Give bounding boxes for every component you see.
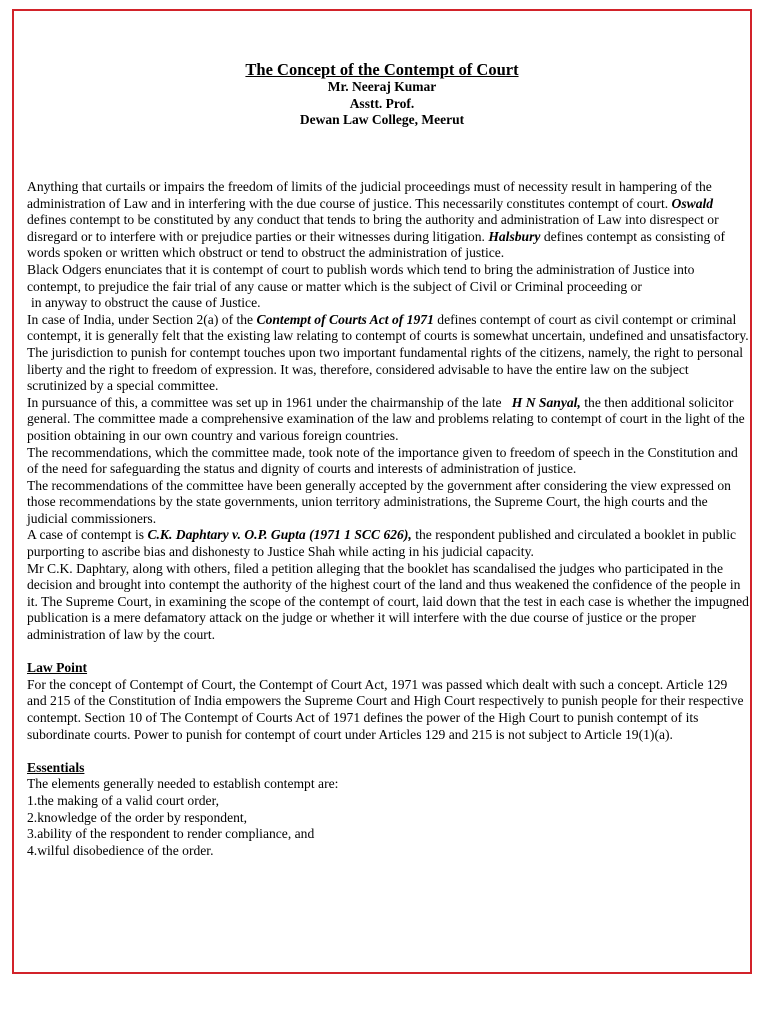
paragraph-india-act bbox=[27, 312, 749, 395]
paragraph-definitions bbox=[27, 179, 749, 262]
text-run: Anything that curtails or impairs the freedom of limits of the judicial proceedings must of necessity result in hampering of the administration of Law and in interfering with the due course of justice. This necessarily constitutes contempt of court. bbox=[27, 179, 712, 211]
text-run: defines contempt as consisting of words spoken or written which obstruct or tend to obstruct the administration of justice. bbox=[27, 228, 726, 261]
emphasis-case: C.K. Daphtary v. O.P. Gupta (1971 1 SCC 626), bbox=[147, 527, 412, 543]
text-run: the then additional solicitor general. The committee made a comprehensive examination of the law and problems relating to contempt of court in the light of the position obtaining in our own country and various foreign countries. bbox=[27, 394, 745, 443]
law-point-heading: Law Point bbox=[27, 660, 88, 676]
essentials-item: 4.wilful disobedience of the order. bbox=[27, 842, 214, 858]
text-run: the respondent published and circulated a booklet in public purporting to ascribe bias and dishonesty to Justice Shah while acting in his judicial capacity. bbox=[27, 527, 737, 560]
paragraph-recommendations: The recommendations, which the committee made, took note of the importance given to freedom of speech in the Constitution and of the need for safeguarding the status and dignity of courts and interests of administration of justice. bbox=[27, 444, 738, 477]
text-run: in anyway to obstruct the cause of Justice. bbox=[31, 295, 261, 311]
essentials-item: 1.the making of a valid court order, bbox=[27, 792, 219, 808]
text-run: Black Odgers enunciates that it is contempt of court to publish words which tend to bring the administration of Justice into contempt, to prejudice the fair trial of any cause or matter which is the subject of Civil or Criminal proceeding or bbox=[27, 261, 695, 294]
paragraph-daphtary: Mr C.K. Daphtary, along with others, filed a petition alleging that the booklet has scandalised the judges who participated in the decision and brought into contempt the authority of the highest court of the land and thus weakened the confidence of the people in it. The Supreme Court, in examining the scope of the contempt of court, laid down that the test in each case is whether the impugned publication is a mere defamatory attack on the judge or whether it will interfere with the due course of justice or the proper administration of law by the court. bbox=[27, 560, 749, 643]
essentials-item: 3.ability of the respondent to render compliance, and bbox=[27, 826, 315, 842]
law-point-text: For the concept of Contempt of Court, the Contempt of Court Act, 1971 was passed which dealt with such a concept. Article 129 and 215 of the Constitution of India empowers the Supreme Court and High Court respectively to punish people for their respective contempt. Section 10 of The Contempt of Courts Act of 1971 defines the power of the High Court to punish contempt of its subordinate courts. Power to punish for contempt of court under Articles 129 and 215 is not subject to Article 19(1)(a). bbox=[27, 676, 744, 742]
essentials-intro: The elements generally needed to establish contempt are: bbox=[27, 776, 339, 792]
text-run: defines contempt to be constituted by any conduct that tends to bring the authority and administration of Law into disrespect or disregard or to interfere with or prejudice parties or their witnesses during litigation. bbox=[27, 212, 719, 244]
text-run: defines contempt of court as civil contempt or criminal contempt, it is generally felt that the existing law relating to contempt of courts is somewhat uncertain, undefined and unsatisfactory. The jurisdiction to punish for contempt touches upon two important fundamental rights of the citizens, namely, the right to personal liberty and the right to freedom of expression. It was, therefore, considered advisable to have the entire law on the subject scrutinized by a special committee. bbox=[27, 311, 749, 394]
essentials-item: 2.knowledge of the order by respondent, bbox=[27, 809, 248, 825]
document-header bbox=[14, 60, 750, 129]
paragraph-committee bbox=[27, 395, 749, 445]
text-run: In pursuance of this, a committee was set up in 1961 under the chairmanship of the late bbox=[27, 394, 512, 410]
emphasis-halsbury: Halsbury bbox=[488, 228, 541, 244]
emphasis-act: Contempt of Courts Act of 1971 bbox=[256, 311, 434, 327]
essentials-heading: Essentials bbox=[27, 759, 85, 775]
author-position: Asstt. Prof. bbox=[349, 95, 415, 111]
emphasis-sanyal: H N Sanyal, bbox=[511, 394, 581, 410]
author-name: Mr. Neeraj Kumar bbox=[327, 79, 437, 94]
paragraph-case bbox=[27, 527, 749, 560]
paragraph-black-odgers bbox=[27, 262, 749, 312]
paragraph-acceptance: The recommendations of the committee have been generally accepted by the government after considering the view expressed on those recommendations by the state governments, union territory administrations, the Supreme Court, the high courts and the judicial commissioners. bbox=[27, 477, 731, 526]
text-run: A case of contempt is bbox=[27, 527, 148, 543]
document-body bbox=[27, 179, 749, 859]
emphasis-oswald: Oswald bbox=[671, 195, 714, 211]
document-title: The Concept of the Contempt of Court bbox=[245, 60, 519, 79]
text-run: In case of India, under Section 2(a) of the bbox=[27, 311, 257, 327]
author-institution: Dewan Law College, Meerut bbox=[299, 112, 465, 127]
